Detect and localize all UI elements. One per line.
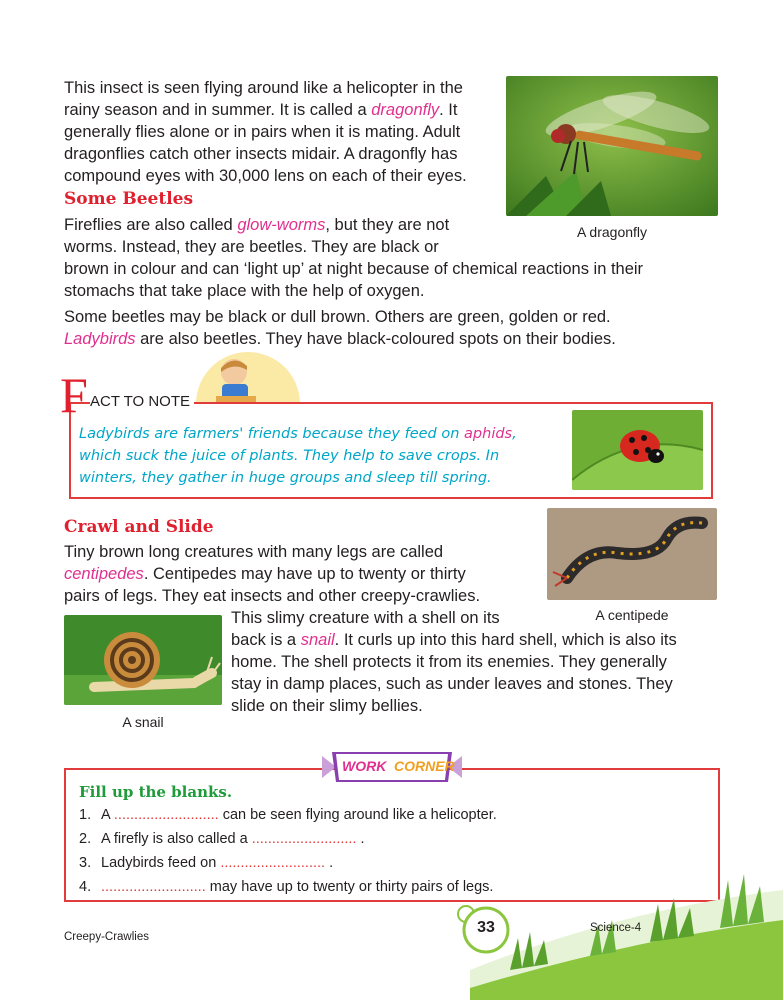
dragonfly-image — [506, 76, 718, 216]
beetles-paragraph-2 — [64, 258, 718, 350]
intro-line: generally flies alone or in pairs when it is mating. Adult — [64, 123, 461, 141]
beetles-paragraph — [64, 214, 494, 258]
blank-field[interactable]: .......................... — [220, 855, 326, 871]
blank-item: 4. .......................... may have up to twenty or thirty pairs of legs. — [79, 879, 494, 895]
work-corner-badge — [322, 750, 462, 784]
snail-line: This slimy creature with a shell on its — [231, 609, 500, 627]
heading-crawl-and-slide: Crawl and Slide — [64, 517, 214, 537]
dragonfly-caption: A dragonfly — [576, 224, 648, 240]
heading-some-beetles: Some Beetles — [64, 189, 194, 209]
blank-item: 1. A .......................... can be seen flying around like a helicopter. — [79, 807, 497, 823]
blank-item: 3. Ladybirds feed on .......................... . — [79, 855, 334, 871]
term-aphids: aphids — [464, 426, 513, 442]
snail-line: home. The shell protects it from its enemies. They generally — [231, 653, 667, 671]
snail-image — [64, 615, 222, 705]
fact-text — [79, 423, 565, 489]
term-glow-worms: glow-worms — [237, 216, 326, 234]
fact-big-letter: F — [60, 367, 88, 423]
snail-line: stay in damp places, such as under leaves and stones. They — [231, 675, 673, 693]
work-corner-label-left: WORK — [342, 758, 387, 774]
footer-chapter: Creepy-Crawlies — [64, 931, 149, 943]
snail-line: back is a snail. It curls up into this hard shell, which is also its — [231, 631, 677, 649]
beetles-line: brown in colour and can ‘light up’ at night because of chemical reactions in their — [64, 260, 644, 278]
crawl-line: centipedes. Centipedes may have up to twenty or thirty — [64, 565, 466, 583]
fact-line: Ladybirds are farmers' friends because they feed on aphids, — [79, 426, 517, 442]
crawl-line: pairs of legs. They eat insects and other creepy-crawlies. — [64, 587, 481, 605]
blank-field[interactable]: .......................... — [251, 831, 357, 847]
snail-line: slide on their slimy bellies. — [231, 697, 423, 715]
beetles-line: Some beetles may be black or dull brown. Others are green, golden or red. — [64, 308, 611, 326]
centipede-image — [547, 508, 717, 600]
fact-line: which suck the juice of plants. They help to save crops. In — [79, 448, 500, 464]
term-dragonfly: dragonfly — [371, 101, 440, 119]
beetles-line: stomachs that take place with the help of oxygen. — [64, 282, 425, 300]
blank-field[interactable]: .......................... — [113, 807, 219, 823]
fact-title: ACT TO NOTE — [90, 393, 194, 410]
beetles-line: worms. Instead, they are beetles. They are black or — [64, 238, 439, 256]
term-ladybirds: Ladybirds — [64, 330, 136, 348]
intro-line: dragonflies catch other insects midair. A dragonfly has — [64, 145, 458, 163]
intro-paragraph — [64, 77, 494, 187]
intro-line: compound eyes with 30,000 lens on each of their eyes. — [64, 167, 467, 185]
thinking-boy-illustration — [196, 352, 300, 404]
crawl-paragraph — [64, 541, 519, 607]
crawl-line: Tiny brown long creatures with many legs are called — [64, 543, 444, 561]
page-number-badge — [456, 904, 518, 954]
term-centipedes: centipedes — [64, 565, 144, 583]
centipede-caption: A centipede — [595, 607, 669, 623]
intro-line: rainy season and in summer. It is called a dragonfly. It — [64, 101, 458, 119]
footer-book: Science-4 — [590, 922, 642, 934]
beetles-line: Fireflies are also called glow-worms, but they are not — [64, 216, 450, 234]
snail-caption: A snail — [122, 714, 164, 730]
blank-item: 2. A firefly is also called a .......................... . — [79, 831, 365, 847]
term-snail: snail — [300, 631, 335, 649]
work-corner-label-right: CORNER — [394, 758, 455, 774]
snail-paragraph — [231, 607, 718, 717]
page-number: 33 — [477, 919, 495, 936]
blank-field[interactable]: .......................... — [101, 879, 206, 895]
intro-line: This insect is seen flying around like a helicopter in the — [64, 79, 463, 97]
beetles-line: Ladybirds are also beetles. They have black-coloured spots on their bodies. — [64, 330, 616, 348]
fact-line: winters, they gather in huge groups and sleep till spring. — [79, 470, 492, 486]
ladybird-image — [572, 410, 703, 490]
work-corner-title: Fill up the blanks. — [79, 783, 233, 801]
